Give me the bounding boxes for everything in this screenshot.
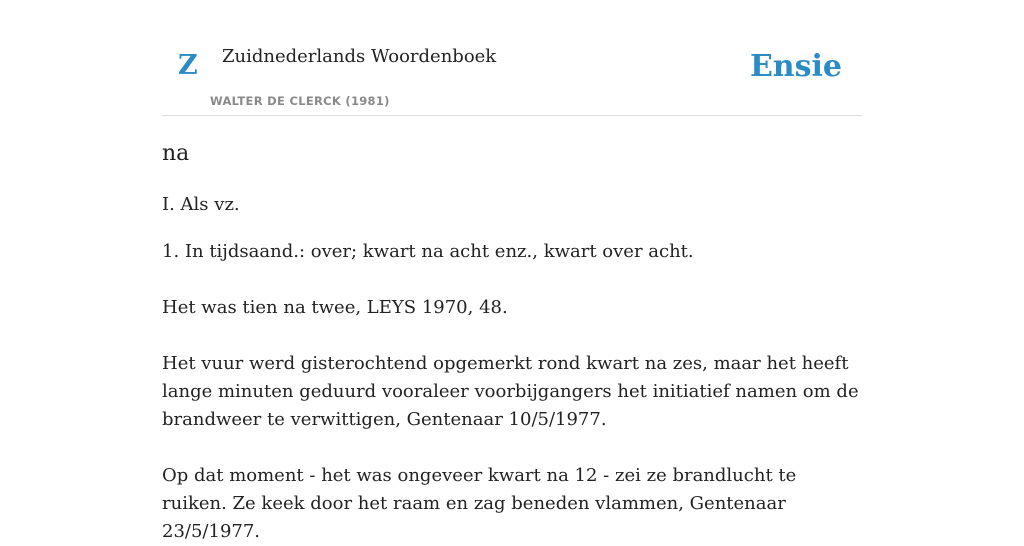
dictionary-logo[interactable]: Z bbox=[178, 50, 198, 81]
page-container bbox=[162, 0, 862, 542]
dictionary-author: WALTER DE CLERCK (1981) bbox=[210, 94, 390, 108]
example-quote-3: Op dat moment - het was ongeveer kwart na 12 - zei ze brandlucht te ruiken. Ze keek door het raam en zag beneden vlammen, Gentenaar 23/5/1977. bbox=[162, 465, 797, 542]
dictionary-header bbox=[162, 0, 862, 116]
section-heading: I. Als vz. bbox=[162, 194, 240, 215]
entry-lemma: na bbox=[162, 141, 190, 166]
entry-content bbox=[162, 140, 862, 546]
example-quote-1: Het was tien na twee, LEYS 1970, 48. bbox=[162, 297, 508, 318]
ensie-logo-link[interactable]: Ensie bbox=[749, 49, 842, 84]
dictionary-title-link[interactable]: Zuidnederlands Woordenboek bbox=[222, 46, 497, 67]
sense-definition: 1. In tijdsaand.: over; kwart na acht enz., kwart over acht. bbox=[162, 241, 694, 262]
example-quote-2: Het vuur werd gisterochtend opgemerkt rond kwart na zes, maar het heeft lange minuten geduurd vooraleer voorbijgangers het initiatief namen om de brandweer te verwittigen, Gentenaar 10/5/1977. bbox=[162, 353, 859, 430]
